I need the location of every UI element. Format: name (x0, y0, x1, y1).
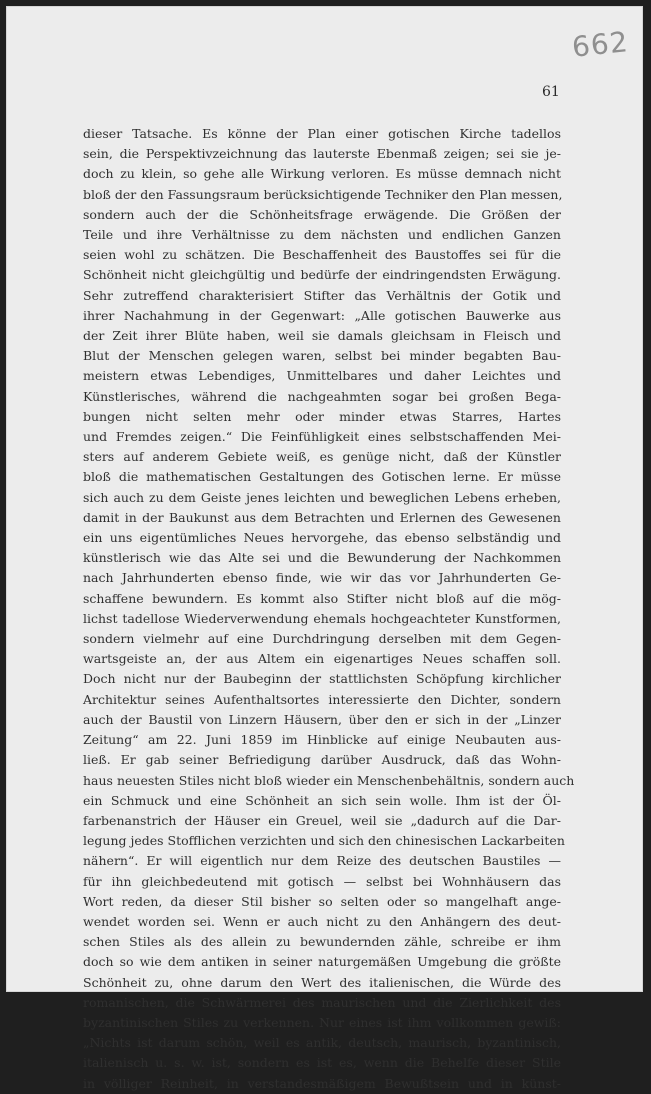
text-line: bungen nicht selten mehr oder minder etwas Starres, Hartes (83, 408, 561, 424)
text-line: wendet worden sei. Wenn er auch nicht zu den Anhängern des deut- (83, 913, 561, 929)
text-line: ein uns eigentümliches Neues hervorgehe, das ebenso selbständig und (83, 530, 561, 546)
text-line: dieser Tatsache. Es könne der Plan einer gotischen Kirche tadellos (83, 126, 561, 141)
text-line: bloß der den Fassungsraum berücksichtigende Techniker den Plan messen, (83, 186, 563, 202)
text-line: farbenanstrich der Häuser ein Greuel, weil sie „dadurch auf die Dar- (83, 812, 561, 828)
text-line: künstlerisch wie das Alte sei und die Bewunderung der Nachkommen (83, 550, 561, 566)
text-line: sondern auch der die Schönheitsfrage erwägende. Die Größen der (83, 206, 561, 222)
text-line: auch der Baustil von Linzern Häusern, über den er sich in der „Linzer (83, 711, 561, 727)
text-line: seien wohl zu schätzen. Die Beschaffenheit des Baustoffes sei für die (83, 247, 561, 263)
text-line: Doch nicht nur der Baubeginn der stattlichsten Schöpfung kirchlicher (83, 671, 561, 687)
handwritten-archive-number: 662 (570, 25, 631, 64)
text-line: Sehr zutreffend charakterisiert Stifter das Verhältnis der Gotik und (83, 287, 561, 303)
text-line: haus neuesten Stiles nicht bloß wieder ein Menschenbehältnis, sondern auch (83, 772, 575, 788)
text-line: legung jedes Stofflichen verzichten und sich den chinesischen Lackarbeiten (83, 833, 565, 849)
text-line: für ihn gleichbedeutend mit gotisch — selbst bei Wohnhäusern das (83, 873, 561, 889)
text-line: byzantinischen Stiles zu verkennen. Nur eines ist ihm vollkommen gewiß: (83, 1014, 561, 1030)
text-line: Blut der Menschen gelegen waren, selbst bei minder begabten Bau- (83, 348, 561, 364)
text-line: sondern vielmehr auf eine Durchdringung derselben mit dem Gegen- (83, 631, 561, 647)
text-line: Künstlerisches, während die nachgeahmten sogar bei großen Bega- (83, 388, 561, 404)
text-line: damit in der Baukunst aus dem Betrachten und Erlernen des Gewesenen (83, 509, 561, 525)
text-line: und Fremdes zeigen.“ Die Feinfühligkeit eines selbstschaffenden Mei- (83, 429, 561, 445)
text-line: bloß die mathematischen Gestaltungen des Gotischen lerne. Er müsse (83, 469, 561, 485)
text-line: Schönheit zu, ohne darum den Wert des italienischen, die Würde des (83, 974, 561, 990)
text-line: nähern“. Er will eigentlich nur dem Reize des deutschen Baustiles — (83, 853, 561, 869)
text-line: der Zeit ihrer Blüte haben, weil sie damals gleichsam in Fleisch und (83, 328, 561, 344)
text-line: Teile und ihre Verhältnisse zu dem nächsten und endlichen Ganzen (83, 227, 561, 243)
text-line: ihrer Nachahmung in der Gegenwart: „Alle gotischen Bauwerke aus (83, 307, 561, 323)
text-line: Wort reden, da dieser Stil bisher so selten oder so mangelhaft ange- (83, 893, 561, 909)
text-line: wartsgeiste an, der aus Altem ein eigenartiges Neues schaffen soll. (83, 651, 561, 667)
text-line: doch so wie dem antiken in seiner naturgemäßen Umgebung die größte (83, 954, 561, 970)
text-line: nach Jahrhunderten ebenso finde, wie wir das vor Jahrhunderten Ge- (83, 570, 561, 586)
text-line: lichst tadellose Wiederverwendung ehemals hochgeachteter Kunstformen, (83, 610, 561, 626)
text-line: italienisch u. s. w. ist, sondern es ist es, wenn die Behelfe dieser Stile (83, 1055, 561, 1071)
text-line: sich auch zu dem Geiste jenes leichten und beweglichen Lebens erheben, (83, 489, 561, 505)
text-line: romanischen, die Schwärmerei des maurischen und die Zierlichkeit des (83, 994, 561, 1010)
text-line: Architektur seines Aufenthaltsortes interessierte den Dichter, sondern (83, 691, 561, 707)
text-line: ein Schmuck und eine Schönheit an sich sein wolle. Ihm ist der Öl- (83, 792, 561, 808)
text-line: schen Stiles als des allein zu bewundernden zähle, schreibe er ihm (83, 934, 561, 950)
text-line: sein, die Perspektivzeichnung das lauterste Ebenmaß zeigen; sei sie je- (83, 146, 561, 162)
body-text (83, 124, 575, 1094)
scanned-book-page (6, 6, 643, 1091)
text-line: schaffene bewundern. Es kommt also Stifter nicht bloß auf die mög- (83, 590, 561, 606)
text-line: meistern etwas Lebendiges, Unmittelbares und daher Leichtes und (83, 368, 561, 384)
text-line: ließ. Er gab seiner Befriedigung darüber Ausdruck, daß das Wohn- (83, 752, 561, 768)
text-line: Zeitung“ am 22. Juni 1859 im Hinblicke auf einige Neubauten aus- (83, 732, 561, 748)
text-line: sters auf anderem Gebiete weiß, es genüge nicht, daß der Künstler (83, 449, 561, 465)
text-line: in völliger Reinheit, in verstandesmäßigem Bewußtsein und in künst- (83, 1075, 561, 1091)
text-line: doch zu klein, so gehe alle Wirkung verloren. Es müsse demnach nicht (83, 166, 561, 182)
text-line: „Nichts ist darum schön, weil es antik, deutsch, maurisch, byzantinisch, (83, 1035, 561, 1051)
text-line: Schönheit nicht gleichgültig und bedürfe der eindringendsten Erwägung. (83, 267, 561, 283)
page-number: 61 (542, 84, 560, 100)
